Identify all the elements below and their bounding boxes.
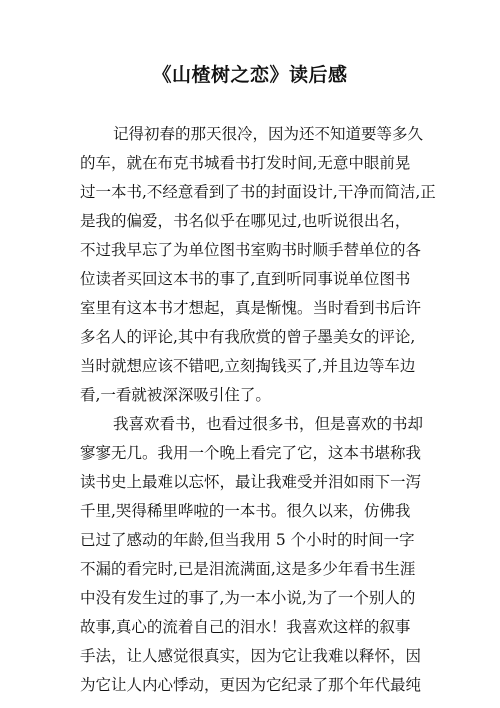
text-line: 已过了感动的年龄,但当我用 5 个小时的时间一字 <box>80 531 415 549</box>
text-line: 位读者买回这本书的事了,直到听同事说单位图书 <box>80 270 411 288</box>
text-line: 寥寥无几。我用一个晚上看完了它，这本书堪称我 <box>80 444 422 462</box>
text-line: 中没有发生过的事了,为一本小说,为了一个别人的 <box>80 589 416 607</box>
text-line: 手法，让人感觉很真实，因为它让我难以释怀，因 <box>80 647 422 665</box>
text-line: 千里,哭得稀里哗啦的一本书。很久以来，仿佛我 <box>80 502 411 520</box>
text-line: 故事,真心的流着自己的泪水！我喜欢这样的叙事 <box>80 618 411 636</box>
text-line: 是我的偏爱，书名似乎在哪见过,也听说很出名， <box>80 212 411 230</box>
text-line: 过一本书,不经意看到了书的封面设计,干净而简洁,正 <box>80 183 436 201</box>
paragraph-1 <box>80 120 440 410</box>
text-line: 不漏的看完时,已是泪流满面,这是多少年看书生涯 <box>80 560 416 578</box>
text-line: 读书史上最难以忘怀，最让我难受并泪如雨下一泻 <box>80 473 422 491</box>
text-line: 记得初春的那天很冷，因为还不知道要等多久 <box>113 125 424 143</box>
text-line: 不过我早忘了为单位图书室购书时顺手替单位的各 <box>80 241 422 259</box>
text-line: 看,一看就被深深吸引住了。 <box>80 386 271 404</box>
text-line: 为它让人内心悸动，更因为它纪录了那个年代最纯 <box>80 676 422 694</box>
document-title: 《山楂树之恋》读后感 <box>152 64 348 86</box>
paragraph-2 <box>80 410 440 700</box>
document-body <box>80 120 440 700</box>
text-line: 多名人的评论,其中有我欣赏的曾子墨美女的评论, <box>80 328 416 346</box>
text-line: 当时就想应该不错吧,立刻掏钱买了,并且边等车边 <box>80 357 416 375</box>
text-line: 室里有这本书才想起，真是惭愧。当时看到书后许 <box>80 299 422 317</box>
text-line: 我喜欢看书，也看过很多书，但是喜欢的书却 <box>113 415 424 433</box>
text-line: 的车，就在布克书城看书打发时间,无意中眼前晃 <box>80 154 411 172</box>
